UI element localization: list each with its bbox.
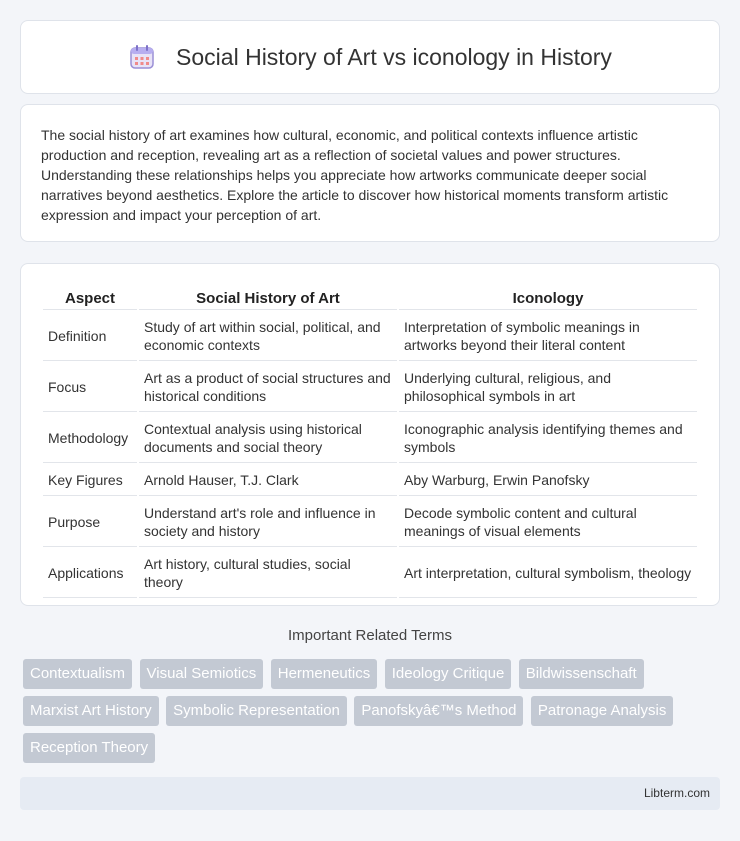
table-row [43, 363, 697, 412]
row-social-history: Study of art within social, political, and economic contexts [139, 312, 397, 361]
row-iconology: Underlying cultural, religious, and philosophical symbols in art [399, 363, 697, 412]
comparison-card [20, 263, 720, 606]
table-row [43, 414, 697, 463]
related-terms-title: Important Related Terms [288, 627, 452, 644]
row-iconology: Aby Warburg, Erwin Panofsky [399, 465, 697, 496]
row-aspect: Focus [43, 363, 137, 412]
related-term-tag[interactable]: Marxist Art History [23, 696, 159, 726]
header-card [20, 20, 720, 94]
row-social-history: Understand art's role and influence in society and history [139, 498, 397, 547]
header-social-history: Social History of Art [139, 286, 397, 310]
row-aspect: Methodology [43, 414, 137, 463]
related-term-tag[interactable]: Patronage Analysis [531, 696, 673, 726]
table-header-row [43, 286, 697, 310]
footer [20, 777, 720, 810]
table-row [43, 498, 697, 547]
table-row [43, 549, 697, 598]
header-aspect: Aspect [43, 286, 137, 310]
row-social-history: Art history, cultural studies, social theory [139, 549, 397, 598]
calendar-icon [128, 43, 156, 71]
header-iconology: Iconology [399, 286, 697, 310]
row-aspect: Definition [43, 312, 137, 361]
related-term-tag[interactable]: Hermeneutics [271, 659, 378, 689]
intro-text: The social history of art examines how cultural, economic, and political contexts influence artistic production and reception, revealing art as a reflection of societal values and power structures. Understanding these relationships helps you appreciate how artworks communicate deeper social narratives beyond aesthetics. Explore the article to discover how historical moments transform artistic expression and impact your perception of art. [41, 127, 669, 223]
footer-site-link[interactable]: Libterm.com [643, 786, 710, 800]
row-aspect: Purpose [43, 498, 137, 547]
row-iconology: Interpretation of symbolic meanings in artworks beyond their literal content [399, 312, 697, 361]
row-iconology: Decode symbolic content and cultural meanings of visual elements [399, 498, 697, 547]
related-term-tag[interactable]: Reception Theory [23, 733, 155, 763]
related-term-tag[interactable]: Contextualism [23, 659, 132, 689]
row-social-history: Arnold Hauser, T.J. Clark [139, 465, 397, 496]
related-terms-list [23, 659, 723, 770]
comparison-table [41, 284, 699, 600]
row-aspect: Applications [43, 549, 137, 598]
related-term-tag[interactable]: Symbolic Representation [166, 696, 347, 726]
page-title: Social History of Art vs iconology in History [176, 43, 612, 70]
row-social-history: Art as a product of social structures and historical conditions [139, 363, 397, 412]
related-term-tag[interactable]: Bildwissenschaft [519, 659, 644, 689]
related-term-tag[interactable]: Visual Semiotics [140, 659, 264, 689]
row-iconology: Iconographic analysis identifying themes and symbols [399, 414, 697, 463]
row-social-history: Contextual analysis using historical documents and social theory [139, 414, 397, 463]
related-term-tag[interactable]: Panofskyâ€™s Method [354, 696, 523, 726]
table-row [43, 465, 697, 496]
intro-card [20, 104, 720, 242]
table-row [43, 312, 697, 361]
row-aspect: Key Figures [43, 465, 137, 496]
related-term-tag[interactable]: Ideology Critique [385, 659, 512, 689]
row-iconology: Art interpretation, cultural symbolism, theology [399, 549, 697, 598]
